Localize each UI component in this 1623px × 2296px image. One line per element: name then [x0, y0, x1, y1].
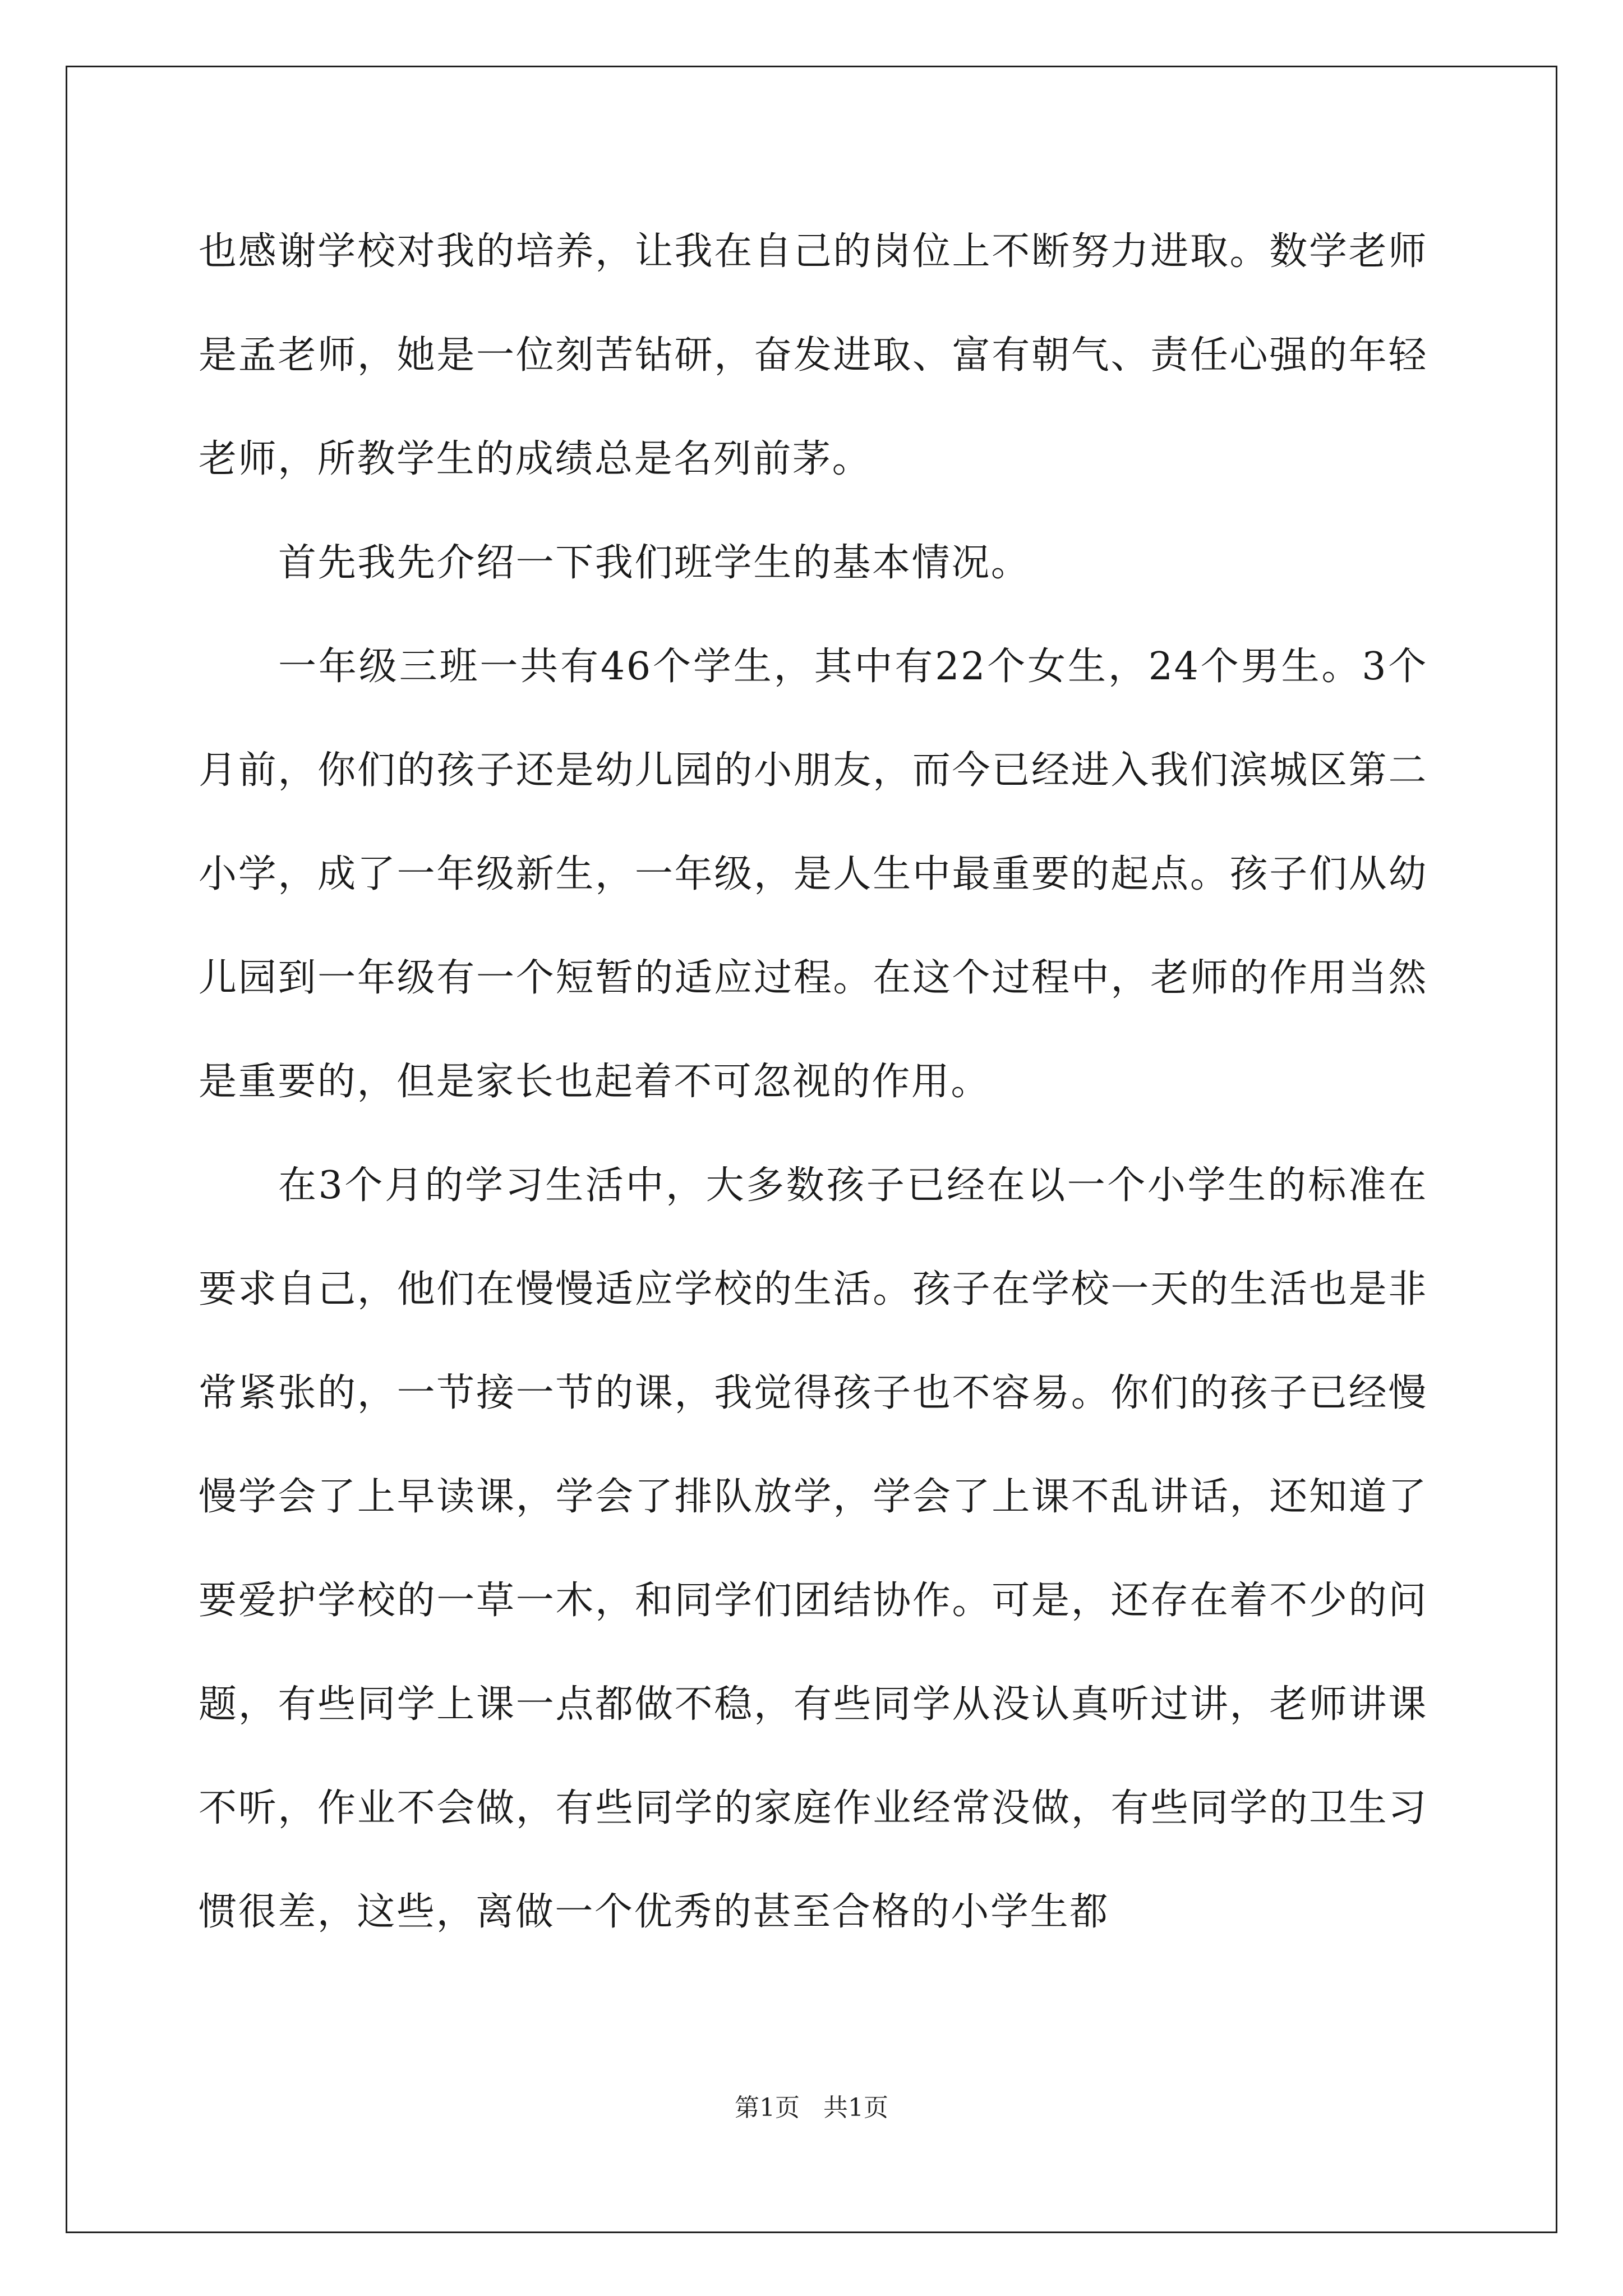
page-number: 第1页	[735, 2093, 800, 2122]
paragraph-class-info: 一年级三班一共有46个学生，其中有22个女生，24个男生。3个月前，你们的孩子还是幼儿园的小朋友，而今已经进入我们滨城区第二小学，成了一年级新生，一年级，是人生中最重要的起点。孩子们从幼儿园到一年级有一个短暂的适应过程。在这个过程中，老师的作用当然是重要的，但是家长也起着不可忽视的作用。	[199, 645, 1428, 1104]
page-footer	[0, 2091, 1623, 2125]
document-body	[199, 200, 1428, 1964]
paragraph-intro: 首先我先介绍一下我们班学生的基本情况。	[278, 541, 1031, 585]
paragraph-continuation: 也感谢学校对我的培养，让我在自己的岗位上不断努力进取。数学老师是孟老师，她是一位刻苦钻研，奋发进取、富有朝气、责任心强的年轻老师，所教学生的成绩总是名列前茅。	[199, 229, 1428, 481]
paragraph-learning-life: 在3个月的学习生活中，大多数孩子已经在以一个小学生的标准在要求自己，他们在慢慢适应学校的生活。孩子在学校一天的生活也是非常紧张的，一节接一节的课，我觉得孩子也不容易。你们的孩子已经慢慢学会了上早读课，学会了排队放学，学会了上课不乱讲话，还知道了要爱护学校的一草一木，和同学们团结协作。可是，还存在着不少的问题，有些同学上课一点都做不稳，有些同学从没认真听过讲，老师讲课不听，作业不会做，有些同学的家庭作业经常没做，有些同学的卫生习惯很差，这些，离做一个优秀的甚至合格的小学生都	[199, 1163, 1428, 1934]
total-pages: 共1页	[823, 2093, 888, 2122]
